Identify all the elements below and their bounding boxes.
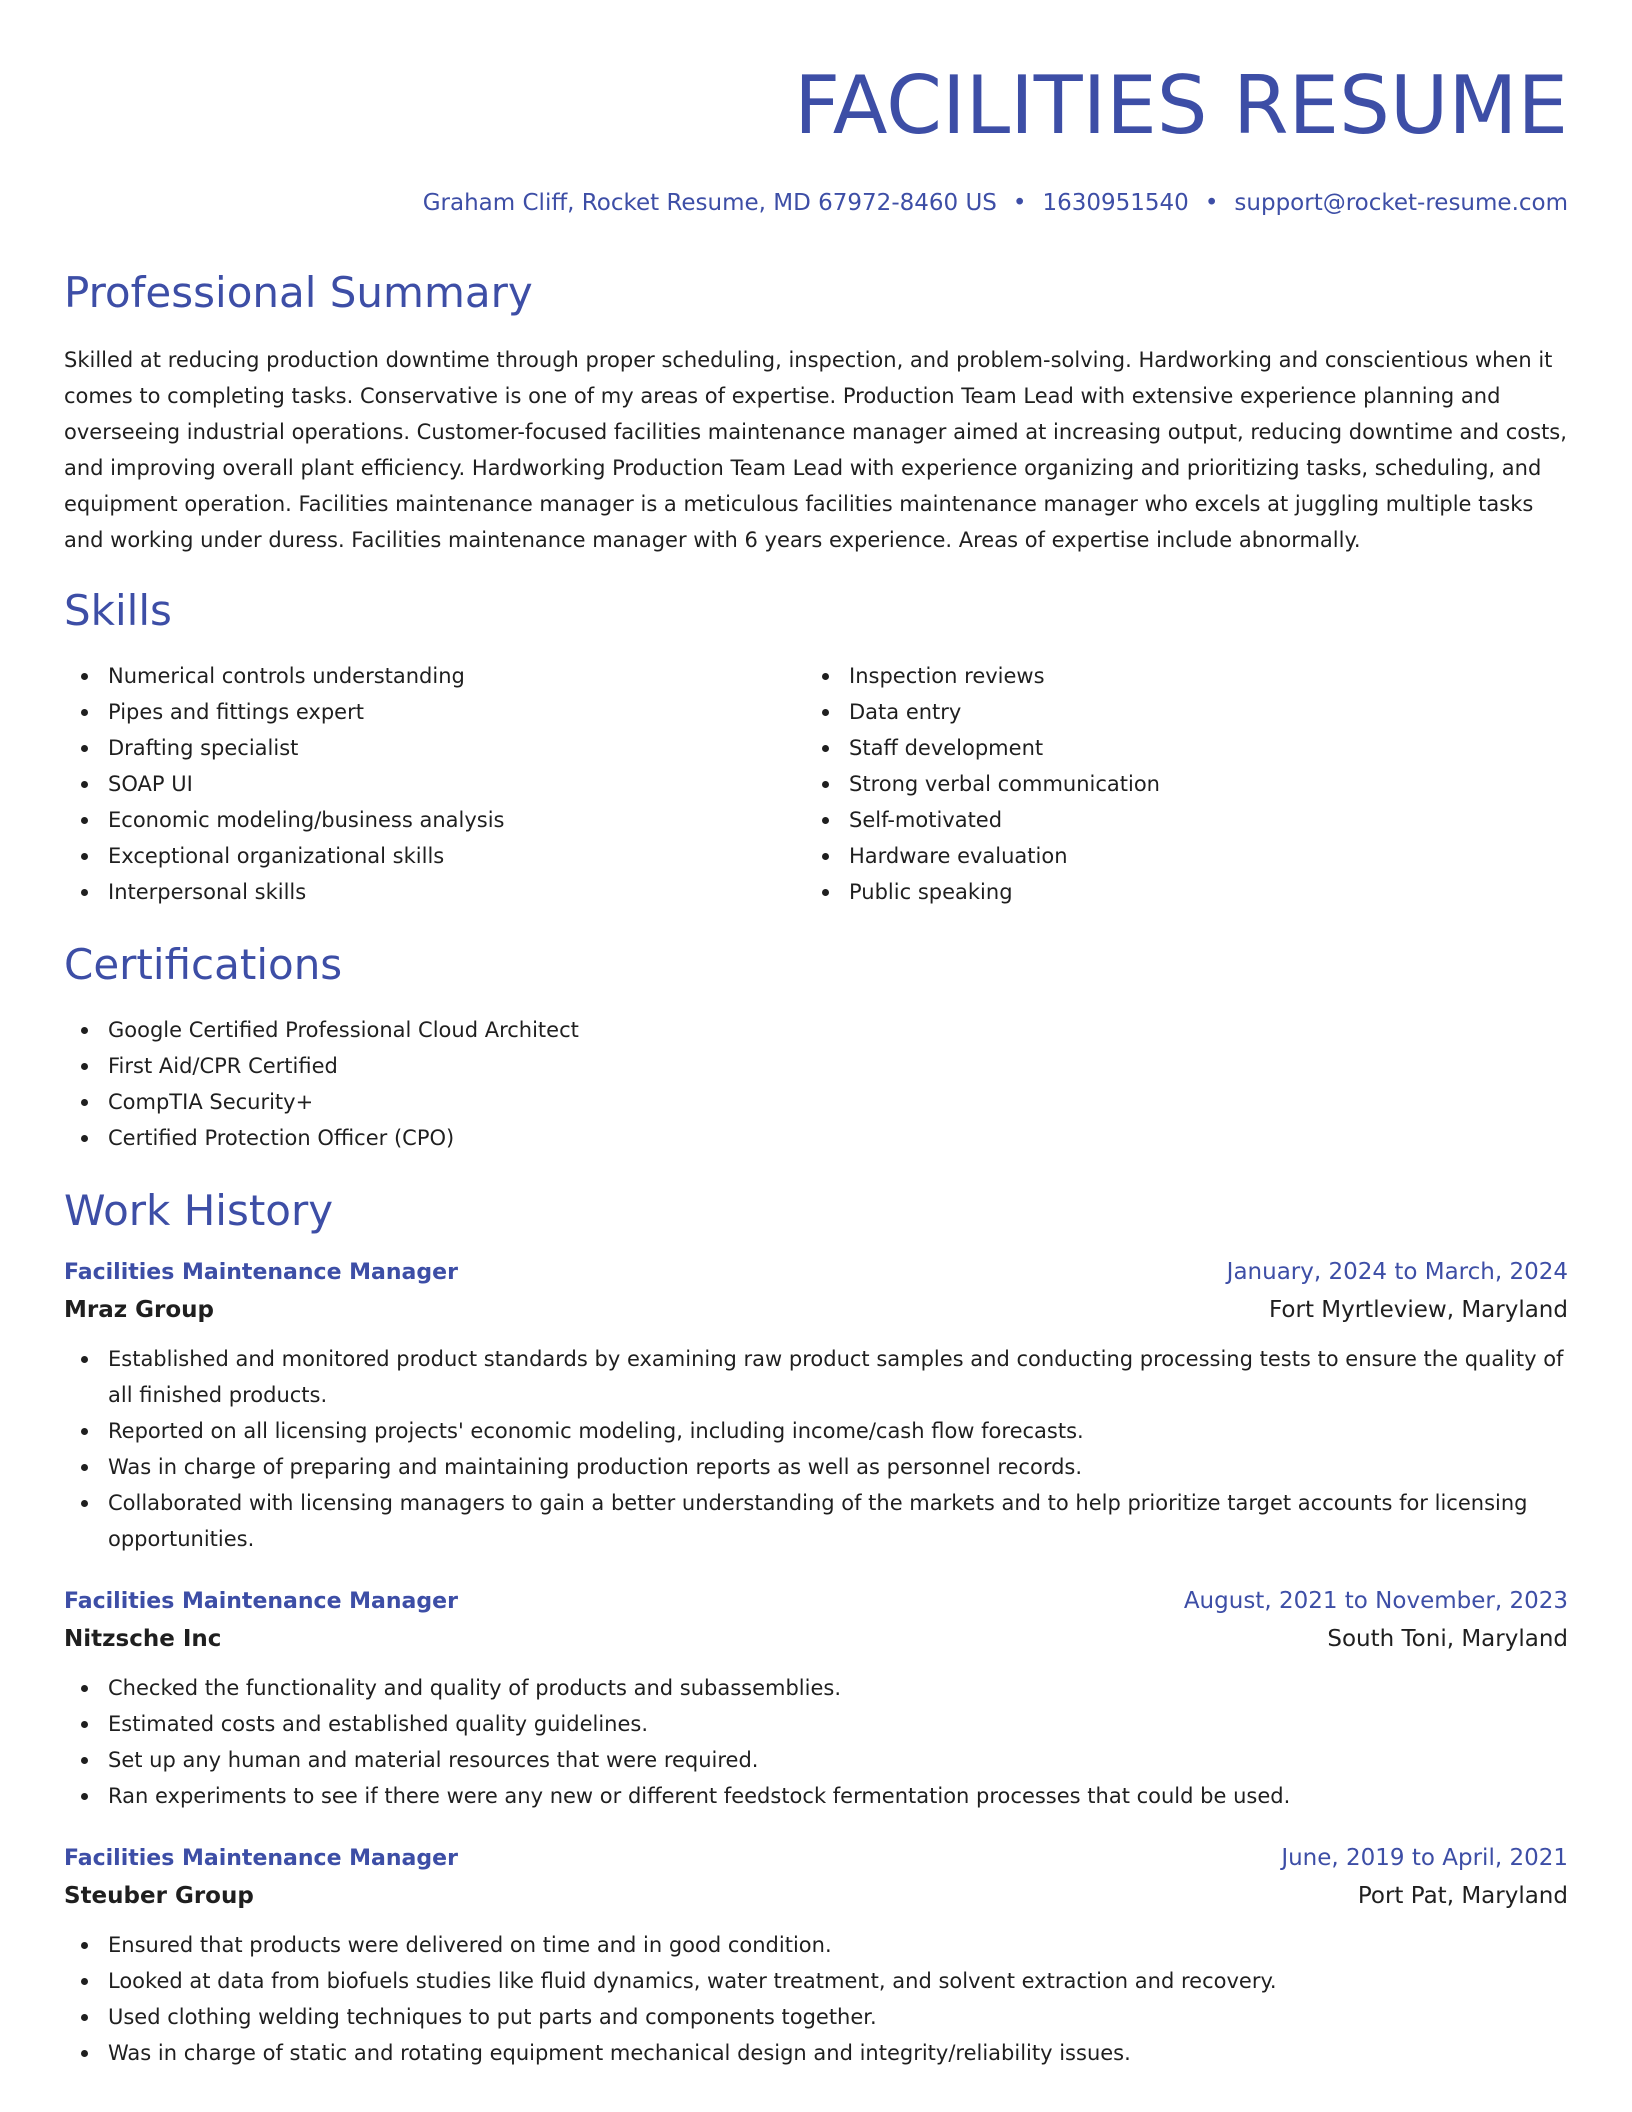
list-item: Reported on all licensing projects' economic modeling, including income/cash flow forecasts. bbox=[64, 1413, 1568, 1449]
list-item: Public speaking bbox=[805, 874, 1546, 910]
skills-heading: Skills bbox=[64, 586, 172, 635]
job-entry bbox=[64, 1583, 1568, 1814]
list-item: Drafting specialist bbox=[64, 730, 805, 766]
job-dates: January, 2024 to March, 2024 bbox=[1226, 1259, 1568, 1285]
contact-email: support@rocket-resume.com bbox=[1234, 190, 1568, 216]
job-entry bbox=[64, 1254, 1568, 1557]
job-bullets bbox=[64, 1927, 1568, 2071]
job-bullets bbox=[64, 1670, 1568, 1814]
list-item: Looked at data from biofuels studies like fluid dynamics, water treatment, and solvent extraction and recovery. bbox=[64, 1963, 1568, 1999]
job-location: Port Pat, Maryland bbox=[1357, 1883, 1568, 1909]
job-location: South Toni, Maryland bbox=[1327, 1626, 1568, 1652]
job-dates: August, 2021 to November, 2023 bbox=[1183, 1588, 1568, 1614]
certifications-heading: Certifications bbox=[64, 940, 343, 989]
job-title: Facilities Maintenance Manager bbox=[64, 1589, 458, 1614]
list-item: Used clothing welding techniques to put parts and components together. bbox=[64, 1999, 1568, 2035]
job-company: Steuber Group bbox=[64, 1883, 254, 1909]
list-item: Self-motivated bbox=[805, 802, 1546, 838]
summary-text: Skilled at reducing production downtime through proper scheduling, inspection, and problem-solving. Hardworking and conscientious when it comes to completing tasks. Conservative is one of my areas of expertise. Production Team Lead with extensive experience planning and overseeing industrial operations. Customer-focused facilities maintenance manager aimed at increasing output, reducing downtime and costs, and improving overall plant efficiency. Hardworking Production Team Lead with experience organizing and prioritizing tasks, scheduling, and equipment operation. Facilities maintenance manager is a meticulous facilities maintenance manager who excels at juggling multiple tasks and working under duress. Facilities maintenance manager with 6 years experience. Areas of expertise include abnormally. bbox=[64, 348, 1567, 552]
job-header bbox=[64, 1583, 1568, 1620]
list-item: Certified Protection Officer (CPO) bbox=[64, 1120, 1568, 1156]
list-item: Hardware evaluation bbox=[805, 838, 1546, 874]
list-item: Google Certified Professional Cloud Architect bbox=[64, 1012, 1568, 1048]
job-company: Mraz Group bbox=[64, 1297, 215, 1323]
list-item: Established and monitored product standards by examining raw product samples and conducting processing tests to ensure the quality of all finished products. bbox=[64, 1341, 1568, 1413]
resume-title: FACILITIES RESUME bbox=[794, 59, 1568, 152]
job-title: Facilities Maintenance Manager bbox=[64, 1846, 458, 1871]
job-entry bbox=[64, 1840, 1568, 2071]
list-item: Estimated costs and established quality guidelines. bbox=[64, 1706, 1568, 1742]
skills-column-right bbox=[805, 658, 1546, 910]
contact-phone: 1630951540 bbox=[1042, 190, 1189, 216]
job-bullets bbox=[64, 1341, 1568, 1557]
list-item: Inspection reviews bbox=[805, 658, 1546, 694]
list-item: Ran experiments to see if there were any new or different feedstock fermentation processes that could be used. bbox=[64, 1778, 1568, 1814]
list-item: Was in charge of static and rotating equipment mechanical design and integrity/reliability issues. bbox=[64, 2035, 1568, 2071]
list-item: First Aid/CPR Certified bbox=[64, 1048, 1568, 1084]
list-item: Set up any human and material resources that were required. bbox=[64, 1742, 1568, 1778]
list-item: Ensured that products were delivered on time and in good condition. bbox=[64, 1927, 1568, 1963]
job-location: Fort Myrtleview, Maryland bbox=[1269, 1297, 1568, 1323]
summary-heading: Professional Summary bbox=[64, 268, 533, 317]
contact-separator: • bbox=[1012, 190, 1027, 216]
list-item: Pipes and fittings expert bbox=[64, 694, 805, 730]
list-item: SOAP UI bbox=[64, 766, 805, 802]
list-item: Was in charge of preparing and maintaining production reports as well as personnel records. bbox=[64, 1449, 1568, 1485]
certifications-list bbox=[64, 1012, 1568, 1156]
work-history-heading: Work History bbox=[64, 1186, 334, 1235]
list-item: Staff development bbox=[805, 730, 1546, 766]
job-header bbox=[64, 1840, 1568, 1877]
job-subheader bbox=[64, 1620, 1568, 1658]
list-item: Strong verbal communication bbox=[805, 766, 1546, 802]
list-item: Exceptional organizational skills bbox=[64, 838, 805, 874]
job-dates: June, 2019 to April, 2021 bbox=[1281, 1845, 1568, 1871]
job-subheader bbox=[64, 1291, 1568, 1329]
list-item: Data entry bbox=[805, 694, 1546, 730]
job-header bbox=[64, 1254, 1568, 1291]
list-item: Checked the functionality and quality of products and subassemblies. bbox=[64, 1670, 1568, 1706]
job-title: Facilities Maintenance Manager bbox=[64, 1260, 458, 1285]
list-item: Numerical controls understanding bbox=[64, 658, 805, 694]
contact-address: Graham Cliff, Rocket Resume, MD 67972-8460 US bbox=[422, 190, 997, 216]
job-subheader bbox=[64, 1877, 1568, 1915]
list-item: CompTIA Security+ bbox=[64, 1084, 1568, 1120]
list-item: Interpersonal skills bbox=[64, 874, 805, 910]
contact-separator: • bbox=[1204, 190, 1219, 216]
skills-column-left bbox=[64, 658, 805, 910]
job-company: Nitzsche Inc bbox=[64, 1626, 222, 1652]
list-item: Economic modeling/business analysis bbox=[64, 802, 805, 838]
contact-line bbox=[64, 188, 1568, 218]
list-item: Collaborated with licensing managers to gain a better understanding of the markets and to help prioritize target accounts for licensing opportunities. bbox=[64, 1485, 1568, 1557]
skills-list bbox=[64, 658, 1568, 910]
